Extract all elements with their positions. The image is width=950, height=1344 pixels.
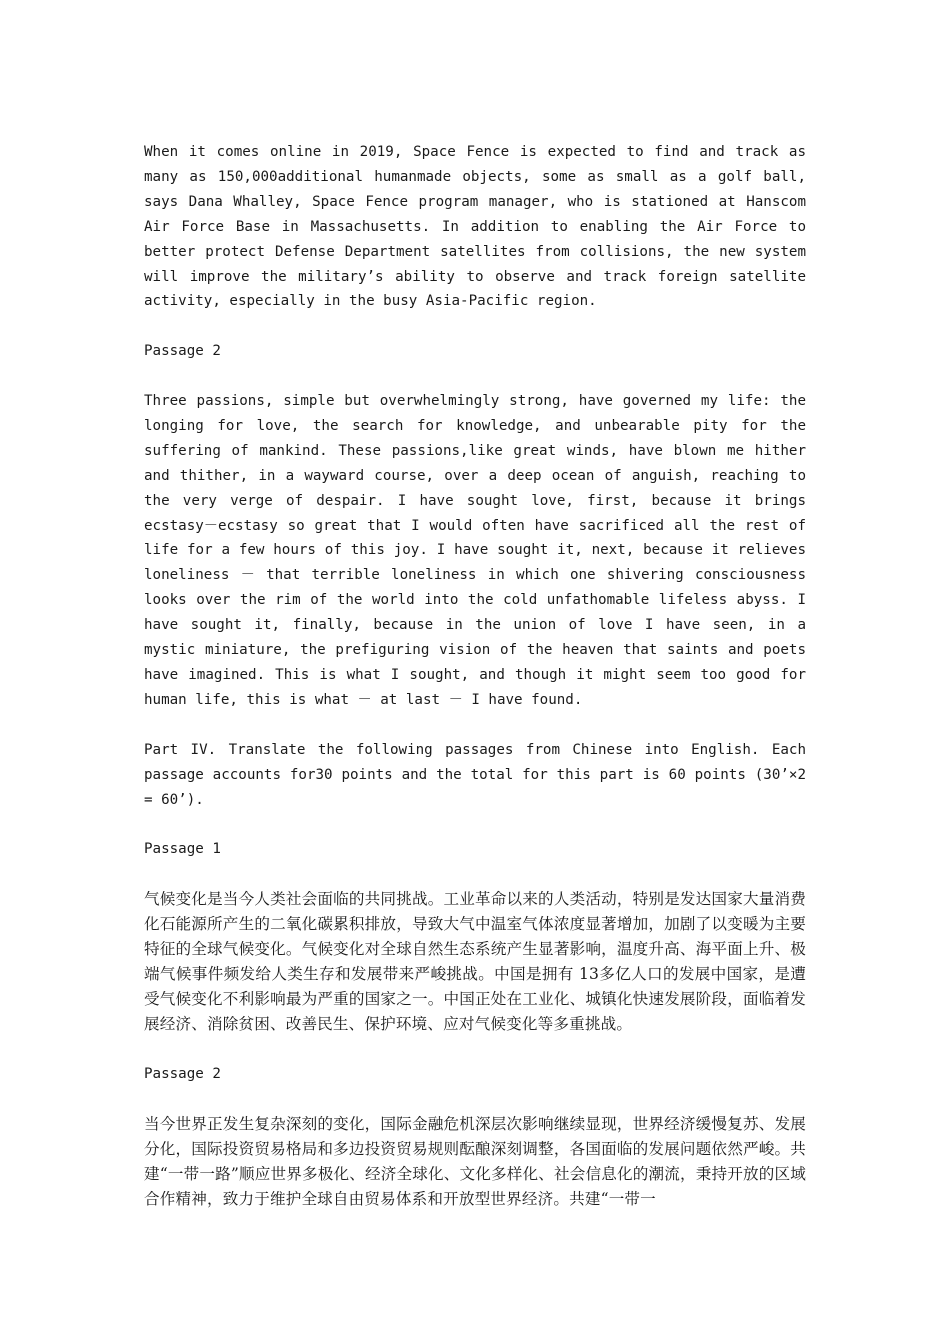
translation-passage-2-paragraph: 当今世界正发生复杂深刻的变化，国际金融危机深层次影响继续显现，世界经济缓慢复苏、发展分化，国际投资贸易格局和多边投资贸易规则酝酿深刻调整，各国面临的发展问题依然严峻。共建“一带一路”顺应世界多极化、经济全球化、文化多样化、社会信息化的潮流，秉持开放的区域合作精神，致力于维护全球自由贸易体系和开放型世界经济。共建“一带一 (144, 1114, 806, 1208)
translation-passage-1-paragraph: 气候变化是当今人类社会面临的共同挑战。工业革命以来的人类活动，特别是发达国家大量消费化石能源所产生的二氧化碳累积排放，导致大气中温室气体浓度显著增加，加剧了以变暖为主要特征的全球气候变化。气候变化对全球自然生态系统产生显著影响，温度升高、海平面上升、极端气候事件频发给人类生存和发展带来严峻挑战。中国是拥有 13多亿人口的发展中国家，是遭受气候变化不利影响最为严重的国家之一。中国正处在工业化、城镇化快速发展阶段，面临着发展经济、消除贫困、改善民生、保护环境、应对气候变化等多重挑战。 (144, 890, 806, 1034)
part-iv-instructions: Part IV. Translate the following passages from Chinese into English. Each passage accounts for30 points and the total for this part is 60 points (30’×2 = 60’). (144, 741, 806, 808)
translation-passage-1-heading: Passage 1 (144, 841, 221, 858)
passage-1-continued-paragraph: When it comes online in 2019, Space Fence is expected to find and track as many as 150,000additional humanmade objects, some as small as a golf ball, says Dana Whalley, Space Fence program manager, who is stationed at Hanscom Air Force Base in Massachusetts. In addition to enabling the Air Force to better protect Defense Department satellites from collisions, the new system will improve the military’s ability to observe and track foreign satellite activity, especially in the busy Asia-Pacific region. (144, 144, 806, 310)
passage-2-paragraph: Three passions, simple but overwhelmingly strong, have governed my life: the longing for love, the search for knowledge, and unbearable pity for the suffering of mankind. These passions,like great winds, have blown me hither and thither, in a wayward course, over a deep ocean of anguish, reaching to the very verge of despair. I have sought love, first, because it brings ecstasy－ecstasy so great that I would often have sacrificed all the rest of life for a few hours of this joy. I have sought it, next, because it relieves loneliness － that terrible loneliness in which one shivering consciousness looks over the rim of the world into the cold unfathomable lifeless abyss. I have sought it, finally, because in the union of love I have seen, in a mystic miniature, the prefiguring vision of the heaven that saints and poets have imagined. This is what I sought, and though it might seem too good for human life, this is what － at last － I have found. (144, 393, 806, 708)
document-page (144, 140, 806, 1237)
passage-2-heading: Passage 2 (144, 343, 221, 360)
translation-passage-2-heading: Passage 2 (144, 1066, 221, 1083)
